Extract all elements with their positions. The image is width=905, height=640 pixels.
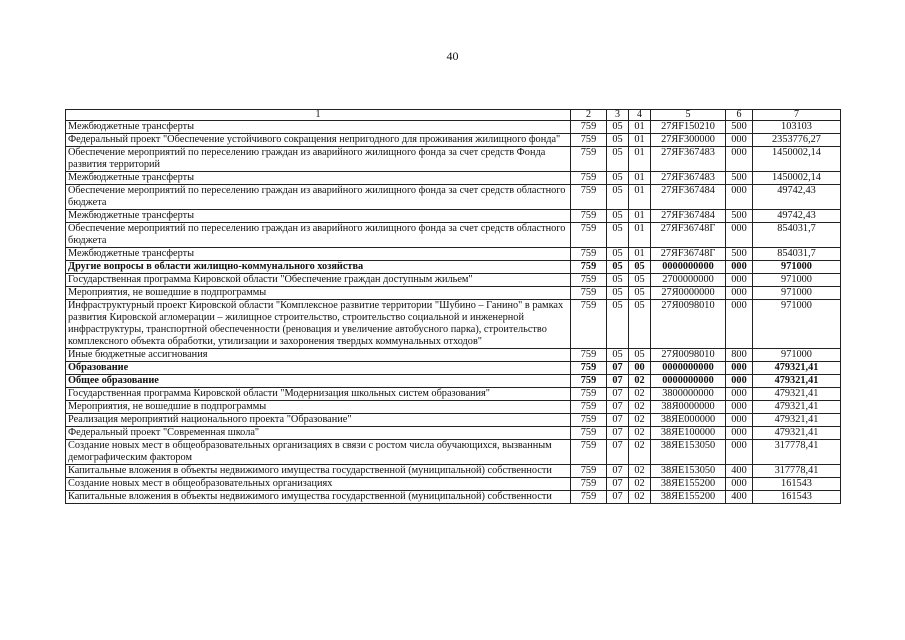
row-rz-cell: 05 bbox=[607, 274, 629, 287]
row-vr-cell: 500 bbox=[726, 248, 753, 261]
row-name-cell: Общее образование bbox=[66, 375, 571, 388]
row-name-cell: Обеспечение мероприятий по переселению граждан из аварийного жилищного фонда за счет средств областного бюджета bbox=[66, 223, 571, 248]
header-cell: 2 bbox=[571, 110, 607, 121]
row-csr-cell: 27ЯF36748Г bbox=[651, 223, 726, 248]
row-gr-cell: 759 bbox=[571, 427, 607, 440]
row-csr-cell: 27ЯF367483 bbox=[651, 172, 726, 185]
row-name-cell: Межбюджетные трансферты bbox=[66, 248, 571, 261]
row-sum-cell: 479321,41 bbox=[753, 375, 841, 388]
table-row bbox=[66, 274, 841, 287]
row-vr-cell: 000 bbox=[726, 427, 753, 440]
row-sum-cell: 49742,43 bbox=[753, 210, 841, 223]
row-rz-cell: 05 bbox=[607, 300, 629, 349]
row-rz-cell: 05 bbox=[607, 287, 629, 300]
row-sum-cell: 317778,41 bbox=[753, 440, 841, 465]
row-vr-cell: 000 bbox=[726, 185, 753, 210]
row-rz-cell: 07 bbox=[607, 401, 629, 414]
row-csr-cell: 27ЯF367483 bbox=[651, 147, 726, 172]
row-gr-cell: 759 bbox=[571, 185, 607, 210]
row-rz-cell: 07 bbox=[607, 478, 629, 491]
row-csr-cell: 27ЯF150210 bbox=[651, 121, 726, 134]
table-row bbox=[66, 388, 841, 401]
row-rz-cell: 07 bbox=[607, 465, 629, 478]
row-prz-cell: 02 bbox=[629, 375, 651, 388]
row-vr-cell: 400 bbox=[726, 465, 753, 478]
row-sum-cell: 479321,41 bbox=[753, 401, 841, 414]
row-gr-cell: 759 bbox=[571, 465, 607, 478]
row-vr-cell: 800 bbox=[726, 349, 753, 362]
row-gr-cell: 759 bbox=[571, 375, 607, 388]
row-gr-cell: 759 bbox=[571, 388, 607, 401]
row-csr-cell: 0000000000 bbox=[651, 261, 726, 274]
row-csr-cell: 0000000000 bbox=[651, 375, 726, 388]
row-gr-cell: 759 bbox=[571, 440, 607, 465]
row-csr-cell: 38ЯЕ153050 bbox=[651, 465, 726, 478]
row-gr-cell: 759 bbox=[571, 478, 607, 491]
row-sum-cell: 317778,41 bbox=[753, 465, 841, 478]
table-row bbox=[66, 172, 841, 185]
row-vr-cell: 000 bbox=[726, 478, 753, 491]
row-gr-cell: 759 bbox=[571, 261, 607, 274]
row-prz-cell: 02 bbox=[629, 414, 651, 427]
row-prz-cell: 02 bbox=[629, 401, 651, 414]
row-csr-cell: 27Я0000000 bbox=[651, 287, 726, 300]
header-cell: 1 bbox=[66, 110, 571, 121]
row-vr-cell: 000 bbox=[726, 414, 753, 427]
row-sum-cell: 479321,41 bbox=[753, 414, 841, 427]
table-row bbox=[66, 401, 841, 414]
row-sum-cell: 479321,41 bbox=[753, 388, 841, 401]
header-cell: 3 bbox=[607, 110, 629, 121]
table-row bbox=[66, 248, 841, 261]
row-csr-cell: 3800000000 bbox=[651, 388, 726, 401]
row-sum-cell: 971000 bbox=[753, 287, 841, 300]
row-name-cell: Федеральный проект "Обеспечение устойчивого сокращения непригодного для проживания жилищного фонда" bbox=[66, 134, 571, 147]
row-rz-cell: 05 bbox=[607, 134, 629, 147]
row-vr-cell: 000 bbox=[726, 300, 753, 349]
header-cell: 5 bbox=[651, 110, 726, 121]
row-csr-cell: 38ЯЕ100000 bbox=[651, 427, 726, 440]
row-gr-cell: 759 bbox=[571, 287, 607, 300]
row-vr-cell: 400 bbox=[726, 491, 753, 504]
row-vr-cell: 000 bbox=[726, 261, 753, 274]
row-name-cell: Мероприятия, не вошедшие в подпрограммы bbox=[66, 287, 571, 300]
row-sum-cell: 971000 bbox=[753, 349, 841, 362]
row-rz-cell: 05 bbox=[607, 185, 629, 210]
row-sum-cell: 1450002,14 bbox=[753, 147, 841, 172]
table-row bbox=[66, 414, 841, 427]
table-header-row bbox=[66, 110, 841, 121]
row-csr-cell: 27ЯF367484 bbox=[651, 185, 726, 210]
row-rz-cell: 07 bbox=[607, 414, 629, 427]
row-sum-cell: 1450002,14 bbox=[753, 172, 841, 185]
row-csr-cell: 27Я0098010 bbox=[651, 300, 726, 349]
table-body bbox=[66, 110, 841, 504]
row-name-cell: Федеральный проект "Современная школа" bbox=[66, 427, 571, 440]
header-cell: 4 bbox=[629, 110, 651, 121]
row-sum-cell: 161543 bbox=[753, 478, 841, 491]
row-gr-cell: 759 bbox=[571, 401, 607, 414]
row-vr-cell: 000 bbox=[726, 147, 753, 172]
table-row bbox=[66, 478, 841, 491]
row-name-cell: Иные бюджетные ассигнования bbox=[66, 349, 571, 362]
row-rz-cell: 05 bbox=[607, 121, 629, 134]
row-rz-cell: 05 bbox=[607, 147, 629, 172]
header-cell: 6 bbox=[726, 110, 753, 121]
row-sum-cell: 854031,7 bbox=[753, 248, 841, 261]
row-vr-cell: 000 bbox=[726, 401, 753, 414]
row-rz-cell: 07 bbox=[607, 388, 629, 401]
row-sum-cell: 161543 bbox=[753, 491, 841, 504]
table-row bbox=[66, 465, 841, 478]
row-rz-cell: 05 bbox=[607, 223, 629, 248]
row-vr-cell: 000 bbox=[726, 134, 753, 147]
row-rz-cell: 05 bbox=[607, 248, 629, 261]
row-gr-cell: 759 bbox=[571, 223, 607, 248]
row-prz-cell: 05 bbox=[629, 349, 651, 362]
row-prz-cell: 01 bbox=[629, 121, 651, 134]
row-sum-cell: 2353776,27 bbox=[753, 134, 841, 147]
row-prz-cell: 02 bbox=[629, 478, 651, 491]
row-name-cell: Межбюджетные трансферты bbox=[66, 172, 571, 185]
row-sum-cell: 971000 bbox=[753, 274, 841, 287]
table-row bbox=[66, 210, 841, 223]
row-prz-cell: 01 bbox=[629, 185, 651, 210]
row-gr-cell: 759 bbox=[571, 274, 607, 287]
row-name-cell: Обеспечение мероприятий по переселению граждан из аварийного жилищного фонда за счет средств Фонда развития территорий bbox=[66, 147, 571, 172]
row-name-cell: Образование bbox=[66, 362, 571, 375]
row-prz-cell: 01 bbox=[629, 248, 651, 261]
table-row bbox=[66, 287, 841, 300]
row-name-cell: Государственная программа Кировской области "Модернизация школьных систем образования" bbox=[66, 388, 571, 401]
table-row bbox=[66, 261, 841, 274]
page-number: 40 bbox=[446, 49, 459, 63]
table-row bbox=[66, 375, 841, 388]
row-csr-cell: 27ЯF367484 bbox=[651, 210, 726, 223]
row-prz-cell: 02 bbox=[629, 427, 651, 440]
row-sum-cell: 49742,43 bbox=[753, 185, 841, 210]
row-name-cell: Реализация мероприятий национального проекта "Образование" bbox=[66, 414, 571, 427]
row-prz-cell: 02 bbox=[629, 465, 651, 478]
row-vr-cell: 000 bbox=[726, 440, 753, 465]
row-csr-cell: 38ЯЕ153050 bbox=[651, 440, 726, 465]
row-csr-cell: 27ЯF300000 bbox=[651, 134, 726, 147]
row-vr-cell: 000 bbox=[726, 375, 753, 388]
table-row bbox=[66, 362, 841, 375]
row-prz-cell: 05 bbox=[629, 300, 651, 349]
row-sum-cell: 854031,7 bbox=[753, 223, 841, 248]
row-csr-cell: 27ЯF36748Г bbox=[651, 248, 726, 261]
row-csr-cell: 38ЯЕ000000 bbox=[651, 414, 726, 427]
row-name-cell: Межбюджетные трансферты bbox=[66, 210, 571, 223]
row-name-cell: Мероприятия, не вошедшие в подпрограммы bbox=[66, 401, 571, 414]
row-csr-cell: 38Я0000000 bbox=[651, 401, 726, 414]
table-row bbox=[66, 134, 841, 147]
row-rz-cell: 05 bbox=[607, 172, 629, 185]
row-prz-cell: 01 bbox=[629, 223, 651, 248]
table-row bbox=[66, 300, 841, 349]
row-prz-cell: 02 bbox=[629, 440, 651, 465]
table-row bbox=[66, 121, 841, 134]
row-prz-cell: 01 bbox=[629, 210, 651, 223]
row-gr-cell: 759 bbox=[571, 300, 607, 349]
row-name-cell: Государственная программа Кировской области "Обеспечение граждан доступным жильем" bbox=[66, 274, 571, 287]
row-gr-cell: 759 bbox=[571, 491, 607, 504]
row-name-cell: Обеспечение мероприятий по переселению граждан из аварийного жилищного фонда за счет средств областного бюджета bbox=[66, 185, 571, 210]
row-sum-cell: 479321,41 bbox=[753, 362, 841, 375]
table-row bbox=[66, 349, 841, 362]
table-row bbox=[66, 223, 841, 248]
row-prz-cell: 00 bbox=[629, 362, 651, 375]
row-prz-cell: 01 bbox=[629, 172, 651, 185]
row-sum-cell: 971000 bbox=[753, 300, 841, 349]
row-rz-cell: 07 bbox=[607, 375, 629, 388]
row-csr-cell: 2700000000 bbox=[651, 274, 726, 287]
header-cell: 7 bbox=[753, 110, 841, 121]
table-row bbox=[66, 185, 841, 210]
row-vr-cell: 500 bbox=[726, 210, 753, 223]
row-rz-cell: 07 bbox=[607, 491, 629, 504]
row-vr-cell: 000 bbox=[726, 388, 753, 401]
table-row bbox=[66, 440, 841, 465]
row-name-cell: Капитальные вложения в объекты недвижимого имущества государственной (муниципальной) собственности bbox=[66, 465, 571, 478]
row-csr-cell: 38ЯЕ155200 bbox=[651, 491, 726, 504]
row-vr-cell: 000 bbox=[726, 223, 753, 248]
row-prz-cell: 05 bbox=[629, 274, 651, 287]
row-name-cell: Межбюджетные трансферты bbox=[66, 121, 571, 134]
budget-table bbox=[65, 109, 841, 504]
table-row bbox=[66, 147, 841, 172]
table-row bbox=[66, 491, 841, 504]
row-sum-cell: 971000 bbox=[753, 261, 841, 274]
row-name-cell: Инфраструктурный проект Кировской области "Комплексное развитие территории "Шубино – Ганино" в рамках развития Кировской агломерации – жилищное строительство, строительство социальной и инженерной инфраструктуры, транспортной обеспеченности (реновация и увеличение автобусного парка), строительство комплексного объекта обработки, утилизации и захоронения твердых коммунальных отходов" bbox=[66, 300, 571, 349]
row-sum-cell: 103103 bbox=[753, 121, 841, 134]
row-gr-cell: 759 bbox=[571, 121, 607, 134]
row-prz-cell: 01 bbox=[629, 134, 651, 147]
row-gr-cell: 759 bbox=[571, 172, 607, 185]
row-name-cell: Капитальные вложения в объекты недвижимого имущества государственной (муниципальной) собственности bbox=[66, 491, 571, 504]
row-rz-cell: 07 bbox=[607, 427, 629, 440]
row-gr-cell: 759 bbox=[571, 248, 607, 261]
row-prz-cell: 02 bbox=[629, 491, 651, 504]
table-row bbox=[66, 427, 841, 440]
row-vr-cell: 000 bbox=[726, 362, 753, 375]
row-name-cell: Создание новых мест в общеобразовательных организациях в связи с ростом числа обучающихся, вызванным демографическим фактором bbox=[66, 440, 571, 465]
row-rz-cell: 05 bbox=[607, 349, 629, 362]
row-rz-cell: 05 bbox=[607, 210, 629, 223]
row-rz-cell: 07 bbox=[607, 440, 629, 465]
row-name-cell: Создание новых мест в общеобразовательных организациях bbox=[66, 478, 571, 491]
row-gr-cell: 759 bbox=[571, 134, 607, 147]
row-csr-cell: 27Я0098010 bbox=[651, 349, 726, 362]
row-vr-cell: 000 bbox=[726, 287, 753, 300]
row-prz-cell: 05 bbox=[629, 287, 651, 300]
row-sum-cell: 479321,41 bbox=[753, 427, 841, 440]
row-name-cell: Другие вопросы в области жилищно-коммунального хозяйства bbox=[66, 261, 571, 274]
row-vr-cell: 000 bbox=[726, 274, 753, 287]
row-vr-cell: 500 bbox=[726, 172, 753, 185]
row-rz-cell: 07 bbox=[607, 362, 629, 375]
row-gr-cell: 759 bbox=[571, 210, 607, 223]
row-csr-cell: 0000000000 bbox=[651, 362, 726, 375]
row-prz-cell: 05 bbox=[629, 261, 651, 274]
row-vr-cell: 500 bbox=[726, 121, 753, 134]
row-prz-cell: 02 bbox=[629, 388, 651, 401]
row-gr-cell: 759 bbox=[571, 414, 607, 427]
row-gr-cell: 759 bbox=[571, 349, 607, 362]
row-rz-cell: 05 bbox=[607, 261, 629, 274]
row-prz-cell: 01 bbox=[629, 147, 651, 172]
row-gr-cell: 759 bbox=[571, 147, 607, 172]
row-gr-cell: 759 bbox=[571, 362, 607, 375]
row-csr-cell: 38ЯЕ155200 bbox=[651, 478, 726, 491]
